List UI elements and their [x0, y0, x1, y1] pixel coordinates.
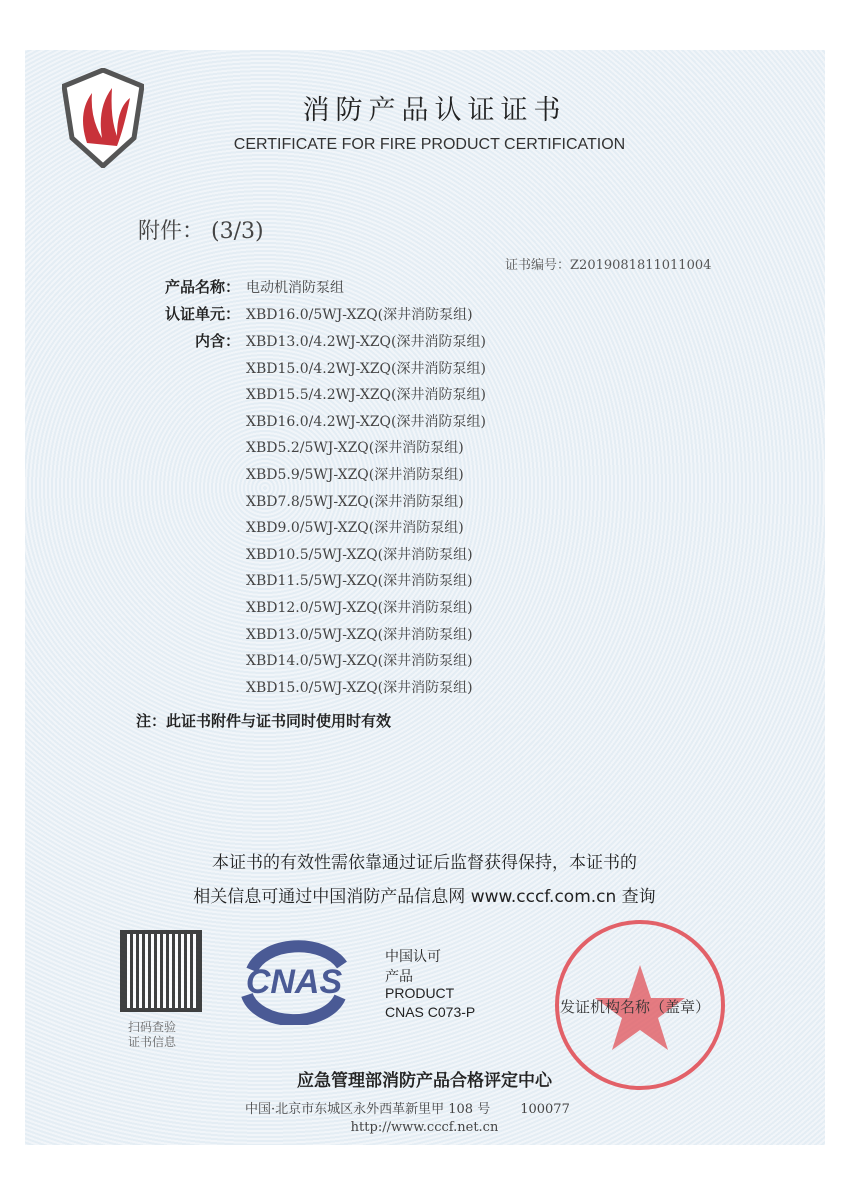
certificate-title-en: CERTIFICATE FOR FIRE PRODUCT CERTIFICATION — [233, 136, 626, 153]
contains-item: XBD13.0/4.2WJ-XZQ(深井消防泵组) — [246, 334, 486, 350]
contains-item: XBD5.9/5WJ-XZQ(深井消防泵组) — [246, 467, 464, 483]
contains-item: XBD14.0/5WJ-XZQ(深井消防泵组) — [246, 653, 473, 670]
validity-line-1: 本证书的有效性需依靠通过证后监督获得保持，本证书的 — [212, 853, 637, 873]
contains-item: XBD7.8/5WJ-XZQ(深井消防泵组) — [246, 493, 464, 510]
cnas-line-4: CNAS C073-P — [385, 1004, 476, 1020]
issuer-label: 发证机构名称（盖章） — [560, 998, 711, 1016]
contains-item: XBD9.0/5WJ-XZQ(深井消防泵组) — [246, 520, 464, 537]
postcode: 100077 — [520, 1102, 570, 1117]
website-link[interactable]: http://www.cccf.net.cn — [350, 1120, 499, 1135]
unit-value: XBD16.0/5WJ-XZQ(深井消防泵组) — [246, 307, 473, 323]
address — [245, 1098, 570, 1117]
qr-caption-2: 证书信息 — [128, 1035, 177, 1049]
address-text: 中国·北京市东城区永外西革新里甲 108 号 — [245, 1102, 491, 1117]
contains-item: XBD10.5/5WJ-XZQ(深井消防泵组) — [246, 546, 473, 563]
issuing-organization: 应急管理部消防产品合格评定中心 — [297, 1071, 552, 1091]
contains-item: XBD15.0/5WJ-XZQ(深井消防泵组) — [246, 679, 473, 696]
certificate-title: 消防产品认证证书 — [302, 95, 567, 126]
qr-caption-1: 扫码查验 — [128, 1020, 177, 1034]
contains-item: XBD12.0/5WJ-XZQ(深井消防泵组) — [246, 600, 473, 616]
product-name-label: 产品名称： — [164, 278, 240, 296]
contains-label: 内含： — [194, 332, 240, 350]
validity-line-2: 相关信息可通过中国消防产品信息网 www.cccf.com.cn 查询 — [193, 887, 656, 907]
contains-item: XBD15.5/4.2WJ-XZQ(深井消防泵组) — [246, 387, 486, 404]
product-name: 电动机消防泵组 — [246, 280, 344, 296]
cnas-line-1: 中国认可 — [385, 948, 441, 964]
contains-item: XBD16.0/4.2WJ-XZQ(深井消防泵组) — [246, 413, 486, 430]
cnas-logo — [232, 935, 357, 1025]
certificate-number — [505, 254, 711, 273]
qr-code[interactable] — [120, 930, 202, 1012]
contains-item: XBD13.0/5WJ-XZQ(深井消防泵组) — [246, 626, 473, 643]
note: 注：此证书附件与证书同时使用时有效 — [136, 712, 392, 730]
contains-item: XBD5.2/5WJ-XZQ(深井消防泵组) — [246, 440, 464, 457]
attachment-label: 附件： (3/3) — [138, 219, 264, 244]
cnas-line-3: PRODUCT — [385, 985, 455, 1001]
cnas-logo-text: CNAS — [245, 963, 343, 1001]
contains-item: XBD15.0/4.2WJ-XZQ(深井消防泵组) — [246, 360, 486, 377]
contains-item: XBD11.5/5WJ-XZQ(深井消防泵组) — [246, 573, 473, 590]
cert-no-value: Z2019081811011004 — [570, 258, 712, 273]
cert-no-label: 证书编号： — [505, 258, 571, 273]
cnas-line-2: 产品 — [385, 968, 413, 984]
unit-label: 认证单元： — [164, 305, 240, 323]
